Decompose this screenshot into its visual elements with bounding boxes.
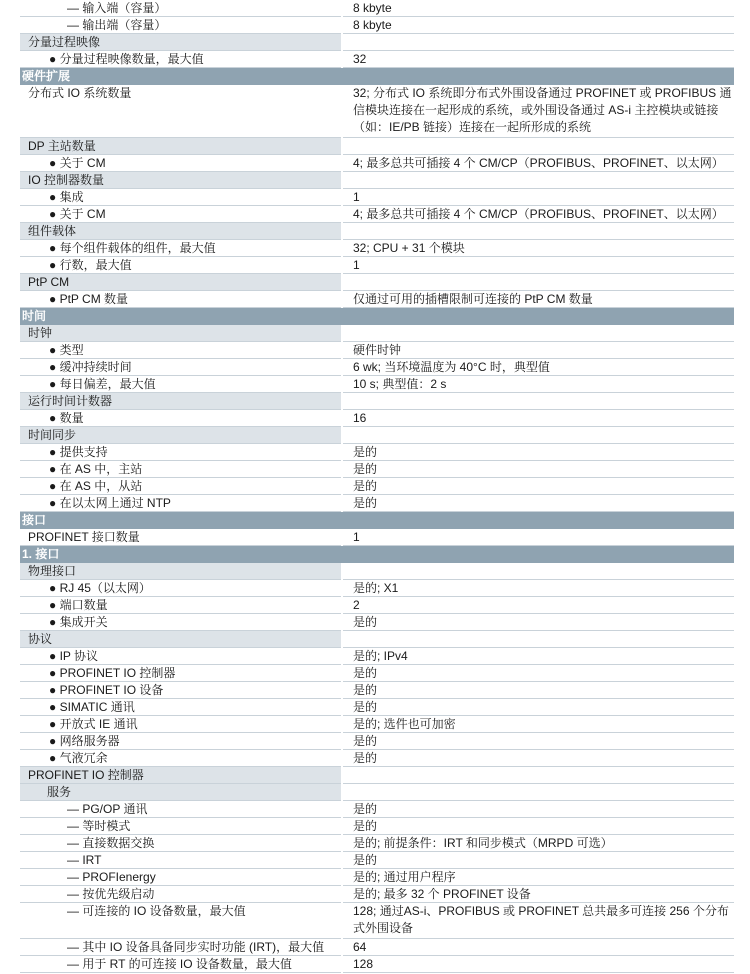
spec-row xyxy=(20,359,734,376)
group-header xyxy=(20,34,734,51)
spec-label: 时钟 xyxy=(20,325,341,342)
spec-row xyxy=(20,85,734,138)
spec-row xyxy=(20,665,734,682)
section-title: 接口 xyxy=(22,513,47,527)
spec-label: ● PROFINET IO 设备 xyxy=(20,682,341,699)
spec-value: 1 xyxy=(343,189,734,206)
spec-value: 是的 xyxy=(343,614,734,631)
spec-row xyxy=(20,444,734,461)
spec-row xyxy=(20,939,734,956)
section-header xyxy=(20,308,734,325)
spec-value: 128; 通过AS-i、PROFIBUS 或 PROFINET 总共最多可连接 256 个分布式外围设备 xyxy=(343,903,734,939)
group-header xyxy=(20,172,734,189)
spec-value: 是的; 前提条件：IRT 和同步模式（MRPD 可选） xyxy=(343,835,734,852)
spec-row xyxy=(20,699,734,716)
spec-label: — 按优先级启动 xyxy=(20,886,341,903)
spec-row xyxy=(20,291,734,308)
group-header xyxy=(20,325,734,342)
spec-label: 物理接口 xyxy=(20,563,341,580)
group-header xyxy=(20,427,734,444)
group-header xyxy=(20,274,734,291)
spec-label: — 其中 IO 设备具备同步实时功能 (IRT)，最大值 xyxy=(20,939,341,956)
spec-row xyxy=(20,495,734,512)
spec-row xyxy=(20,886,734,903)
spec-row xyxy=(20,716,734,733)
spec-row xyxy=(20,733,734,750)
spec-row xyxy=(20,869,734,886)
spec-value: 6 wk; 当环境温度为 40°C 时，典型值 xyxy=(343,359,734,376)
spec-label: 时间同步 xyxy=(20,427,341,444)
spec-label: ● 在 AS 中，从站 xyxy=(20,478,341,495)
spec-row xyxy=(20,597,734,614)
section-header xyxy=(20,546,734,563)
spec-label: PROFINET IO 控制器 xyxy=(20,767,341,784)
spec-value: 16 xyxy=(343,410,734,427)
spec-row xyxy=(20,614,734,631)
group-header xyxy=(20,563,734,580)
spec-value xyxy=(343,393,734,410)
spec-row xyxy=(20,240,734,257)
spec-label: — 可连接的 IO 设备数量，最大值 xyxy=(20,903,341,939)
spec-label: ● 集成开关 xyxy=(20,614,341,631)
spec-label: — IRT xyxy=(20,852,341,869)
spec-value xyxy=(343,427,734,444)
spec-value: 是的; IPv4 xyxy=(343,648,734,665)
spec-row xyxy=(20,529,734,546)
spec-value xyxy=(343,563,734,580)
spec-value: 1 xyxy=(343,529,734,546)
spec-row xyxy=(20,51,734,68)
section-title: 硬件扩展 xyxy=(22,69,71,83)
spec-label: DP 主站数量 xyxy=(20,138,341,155)
spec-value: 2 xyxy=(343,597,734,614)
spec-label: ● 缓冲持续时间 xyxy=(20,359,341,376)
spec-label: ● 在 AS 中，主站 xyxy=(20,461,341,478)
spec-value: 是的 xyxy=(343,852,734,869)
spec-value xyxy=(343,784,734,801)
spec-value: 是的 xyxy=(343,682,734,699)
spec-label: — 直接数据交换 xyxy=(20,835,341,852)
spec-value: 32; CPU + 31 个模块 xyxy=(343,240,734,257)
spec-value: 是的; 选件也可加密 xyxy=(343,716,734,733)
group-header xyxy=(20,223,734,240)
spec-label: ● 每日偏差，最大值 xyxy=(20,376,341,393)
spec-row xyxy=(20,801,734,818)
spec-label: PtP CM xyxy=(20,274,341,291)
spec-label: — 等时模式 xyxy=(20,818,341,835)
spec-row xyxy=(20,750,734,767)
spec-row xyxy=(20,257,734,274)
spec-row xyxy=(20,852,734,869)
spec-value: 64 xyxy=(343,939,734,956)
spec-value: 4; 最多总共可插接 4 个 CM/CP（PROFIBUS、PROFINET、以太网） xyxy=(343,206,734,223)
spec-label: ● 开放式 IE 通讯 xyxy=(20,716,341,733)
spec-label: — 输入端（容量） xyxy=(20,0,341,17)
spec-row xyxy=(20,461,734,478)
spec-label: ● PROFINET IO 控制器 xyxy=(20,665,341,682)
spec-value xyxy=(343,34,734,51)
spec-label: ● 端口数量 xyxy=(20,597,341,614)
spec-value: 32; 分布式 IO 系统即分布式外围设备通过 PROFINET 或 PROFIBUS 通信模块连接在一起形成的系统，或外围设备通过 AS-i 主控模块或链接（如：IE/PB 链接）连接在一起所形成的系统 xyxy=(343,85,734,138)
spec-label: 组件载体 xyxy=(20,223,341,240)
spec-label: 协议 xyxy=(20,631,341,648)
spec-row xyxy=(20,478,734,495)
spec-value xyxy=(343,138,734,155)
spec-value: 仅通过可用的插槽限制可连接的 PtP CM 数量 xyxy=(343,291,734,308)
spec-value: 32 xyxy=(343,51,734,68)
spec-value xyxy=(343,274,734,291)
spec-value xyxy=(343,631,734,648)
spec-label: IO 控制器数量 xyxy=(20,172,341,189)
spec-value: 1 xyxy=(343,257,734,274)
spec-label: ● 网络服务器 xyxy=(20,733,341,750)
spec-value: 128 xyxy=(343,956,734,973)
group-header xyxy=(20,631,734,648)
spec-row xyxy=(20,0,734,17)
spec-row xyxy=(20,206,734,223)
spec-label: ● 行数，最大值 xyxy=(20,257,341,274)
spec-value xyxy=(343,223,734,240)
group-header xyxy=(20,138,734,155)
spec-row xyxy=(20,903,734,939)
spec-value: 是的 xyxy=(343,733,734,750)
spec-label: ● PtP CM 数量 xyxy=(20,291,341,308)
spec-label: 分布式 IO 系统数量 xyxy=(20,85,341,138)
spec-value: 是的 xyxy=(343,818,734,835)
group-header xyxy=(20,767,734,784)
group-header xyxy=(20,784,734,801)
group-header xyxy=(20,393,734,410)
section-title: 时间 xyxy=(22,309,47,323)
spec-label: ● 分量过程映像数量，最大值 xyxy=(20,51,341,68)
spec-row xyxy=(20,410,734,427)
spec-row xyxy=(20,155,734,172)
spec-label: ● RJ 45（以太网） xyxy=(20,580,341,597)
spec-label: ● 在以太网上通过 NTP xyxy=(20,495,341,512)
spec-label: ● IP 协议 xyxy=(20,648,341,665)
spec-label: — 用于 RT 的可连接 IO 设备数量，最大值 xyxy=(20,956,341,973)
spec-row xyxy=(20,682,734,699)
spec-table xyxy=(20,0,734,973)
spec-row xyxy=(20,17,734,34)
spec-value: 是的 xyxy=(343,495,734,512)
spec-value: 是的 xyxy=(343,801,734,818)
spec-label: ● 集成 xyxy=(20,189,341,206)
spec-value: 是的; 通过用户程序 xyxy=(343,869,734,886)
spec-label: 运行时间计数器 xyxy=(20,393,341,410)
spec-value: 是的; 最多 32 个 PROFINET 设备 xyxy=(343,886,734,903)
spec-label: — PROFIenergy xyxy=(20,869,341,886)
spec-label: — PG/OP 通讯 xyxy=(20,801,341,818)
spec-label: ● 提供支持 xyxy=(20,444,341,461)
section-header xyxy=(20,512,734,529)
section-title: 1. 接口 xyxy=(22,547,60,561)
spec-label: 服务 xyxy=(20,784,341,801)
spec-value xyxy=(343,172,734,189)
section-header xyxy=(20,68,734,85)
spec-row xyxy=(20,580,734,597)
spec-label: ● SIMATIC 通讯 xyxy=(20,699,341,716)
spec-value: 4; 最多总共可插接 4 个 CM/CP（PROFIBUS、PROFINET、以太网） xyxy=(343,155,734,172)
spec-label: 分量过程映像 xyxy=(20,34,341,51)
spec-label: ● 气液冗余 xyxy=(20,750,341,767)
spec-label: ● 每个组件载体的组件，最大值 xyxy=(20,240,341,257)
spec-value: 是的 xyxy=(343,665,734,682)
spec-label: PROFINET 接口数量 xyxy=(20,529,341,546)
spec-value: 是的 xyxy=(343,478,734,495)
spec-value: 是的 xyxy=(343,699,734,716)
spec-value xyxy=(343,325,734,342)
spec-row xyxy=(20,956,734,973)
spec-value: 是的 xyxy=(343,750,734,767)
spec-label: ● 类型 xyxy=(20,342,341,359)
spec-value: 10 s; 典型值：2 s xyxy=(343,376,734,393)
spec-row xyxy=(20,342,734,359)
spec-row xyxy=(20,835,734,852)
spec-value: 8 kbyte xyxy=(343,0,734,17)
spec-label: ● 关于 CM xyxy=(20,206,341,223)
spec-row xyxy=(20,376,734,393)
spec-label: ● 关于 CM xyxy=(20,155,341,172)
spec-label: ● 数量 xyxy=(20,410,341,427)
spec-value: 8 kbyte xyxy=(343,17,734,34)
spec-label: — 输出端（容量） xyxy=(20,17,341,34)
spec-value xyxy=(343,767,734,784)
spec-value: 是的; X1 xyxy=(343,580,734,597)
spec-value: 是的 xyxy=(343,461,734,478)
spec-row xyxy=(20,818,734,835)
spec-value: 硬件时钟 xyxy=(343,342,734,359)
spec-row xyxy=(20,189,734,206)
spec-row xyxy=(20,648,734,665)
spec-value: 是的 xyxy=(343,444,734,461)
